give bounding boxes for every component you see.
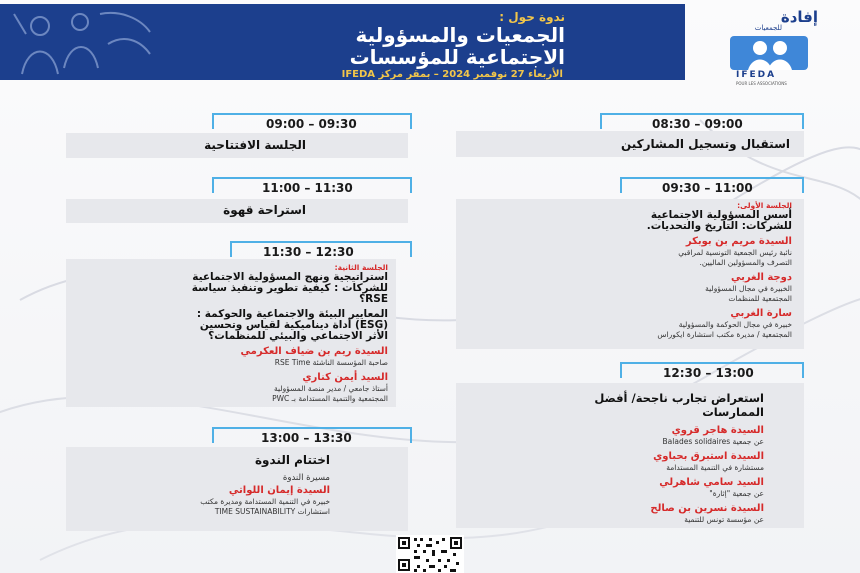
session-topic: الممارسات [702,405,764,419]
speaker-desc: المجتمعية والتنمية المستدامة بـ PWC [272,394,388,403]
session-box [66,447,408,531]
speaker-name: السيدة هاجر قروي [671,425,764,436]
session-title: استقبال وتسجيل المشاركين [620,137,790,151]
speaker-name: سارة الغربي [730,308,792,319]
session-box [456,383,804,528]
speaker-name: السيدة إيمان اللواتي [228,485,330,496]
time-label: 08:30 – 09:00 [652,117,743,131]
session-content [70,263,388,404]
speaker-name: السيدة مريم بن بوبكر [685,236,792,247]
speaker-name: السيد أيمن كناري [302,372,388,383]
session-title: اختتام الندوة [254,453,330,467]
session-content [464,391,764,525]
speaker-desc: عن مؤسسة تونس للتنمية [684,515,764,524]
speaker-name: السيد سامي شاهرلي [659,477,764,488]
logo-mark-icon [730,32,808,72]
speaker-desc: مستشارة في التنمية المستدامة [666,463,764,472]
logo-tagline: POUR LES ASSOCIATIONS [736,81,787,86]
session-topic: RSE؟ [359,293,388,305]
logo-text: IFEDA [736,70,777,80]
session-box [66,199,408,223]
speaker-name: السيدة استبرق بحباوي [653,451,764,462]
session-box [66,259,396,407]
session-box [66,133,408,158]
speaker-desc: صاحبة المؤسسة الناشئة RSE Time [274,358,388,367]
session-topic: (ESG) أداة ديناميكية لقياس وتحسين [199,319,388,331]
speaker-desc: عن جمعية "إثارة" [709,489,764,498]
session-topic: استراتيجية ونهج المسؤولية الاجتماعية [192,271,388,283]
session-topic: المعايير البيئة والاجتماعية والحوكمة : [196,308,388,320]
header-title-line1: الجمعيات والمسؤولية [355,23,565,47]
speaker-desc: أستاذ جامعي / مدير منصة المسؤولية [274,384,388,393]
speaker-name: السيدة ريم بن ضياف العكرمي [240,346,388,357]
header-title [145,24,565,68]
session-topic: الأثر الاجتماعي والبيئي للمنظمات؟ [208,330,388,342]
session-title: استراحة قهوة [223,203,306,217]
speaker-name: السيدة نسرين بن صالح [650,503,764,514]
session-title: الجلسة الافتتاحية [204,138,306,152]
time-label: 09:30 – 11:00 [662,181,753,195]
speaker-desc: المجتمعية للمنظمات [728,294,792,303]
time-label: 09:00 – 09:30 [266,117,357,131]
session-label: الجلسة الثانية: [334,263,388,272]
qr-code-icon[interactable] [396,535,464,573]
session-label: الجلسة الأولى: [737,201,792,210]
header-pretitle: ندوة حول : [499,10,565,24]
speaker-desc: المجتمعية / مديرة مكتب استشارة ايكوراس [657,330,792,339]
speaker-desc: استشارات TIME SUSTAINABILITY [214,507,330,516]
header-title-line2: الاجتماعية للمؤسسات [349,45,565,69]
session-box [456,199,804,349]
time-label: 13:00 – 13:30 [261,431,352,445]
header-date: الأربعاء 27 نوفمبر 2024 – بمقر مركز IFEDA [341,69,563,80]
speaker-desc: خبيرة في مجال الحوكمة والمسؤولية [678,320,792,329]
header-banner [0,4,685,80]
speaker-desc: خبيرة في التنمية المستدامة ومديرة مكتب [200,497,330,506]
logo-subtitle: للجمعيات [754,24,782,32]
session-topic: للشركات : كيفية تطوير وتنفيذ سياسة [191,282,388,294]
speaker-desc: عن جمعية Balades solidaires [662,437,764,446]
speaker-desc: نائبة رئيس الجمعية التونسية لمراقبي [678,248,792,257]
session-content [462,201,792,340]
session-content [70,453,330,517]
time-label: 12:30 – 13:00 [663,366,754,380]
session-box [456,131,804,157]
time-label: 11:00 – 11:30 [262,181,353,195]
session-topic: للشركات: التاريخ والتحديات. [646,220,792,232]
ifeda-logo [722,6,822,86]
logo-name: إفادة [780,8,818,26]
session-subtitle: مسيرة الندوة [282,473,330,483]
session-topic: استعراض تجارب ناجحة/ أفضل [594,391,764,405]
speaker-desc: التصرف والمسؤولين الماليين. [699,258,792,267]
speaker-desc: الخبيرة في مجال المسؤولية [705,284,792,293]
speaker-name: دوجة الغربي [730,272,792,283]
session-topic: أسس المسؤولية الاجتماعية [650,209,792,221]
time-label: 11:30 – 12:30 [263,245,354,259]
